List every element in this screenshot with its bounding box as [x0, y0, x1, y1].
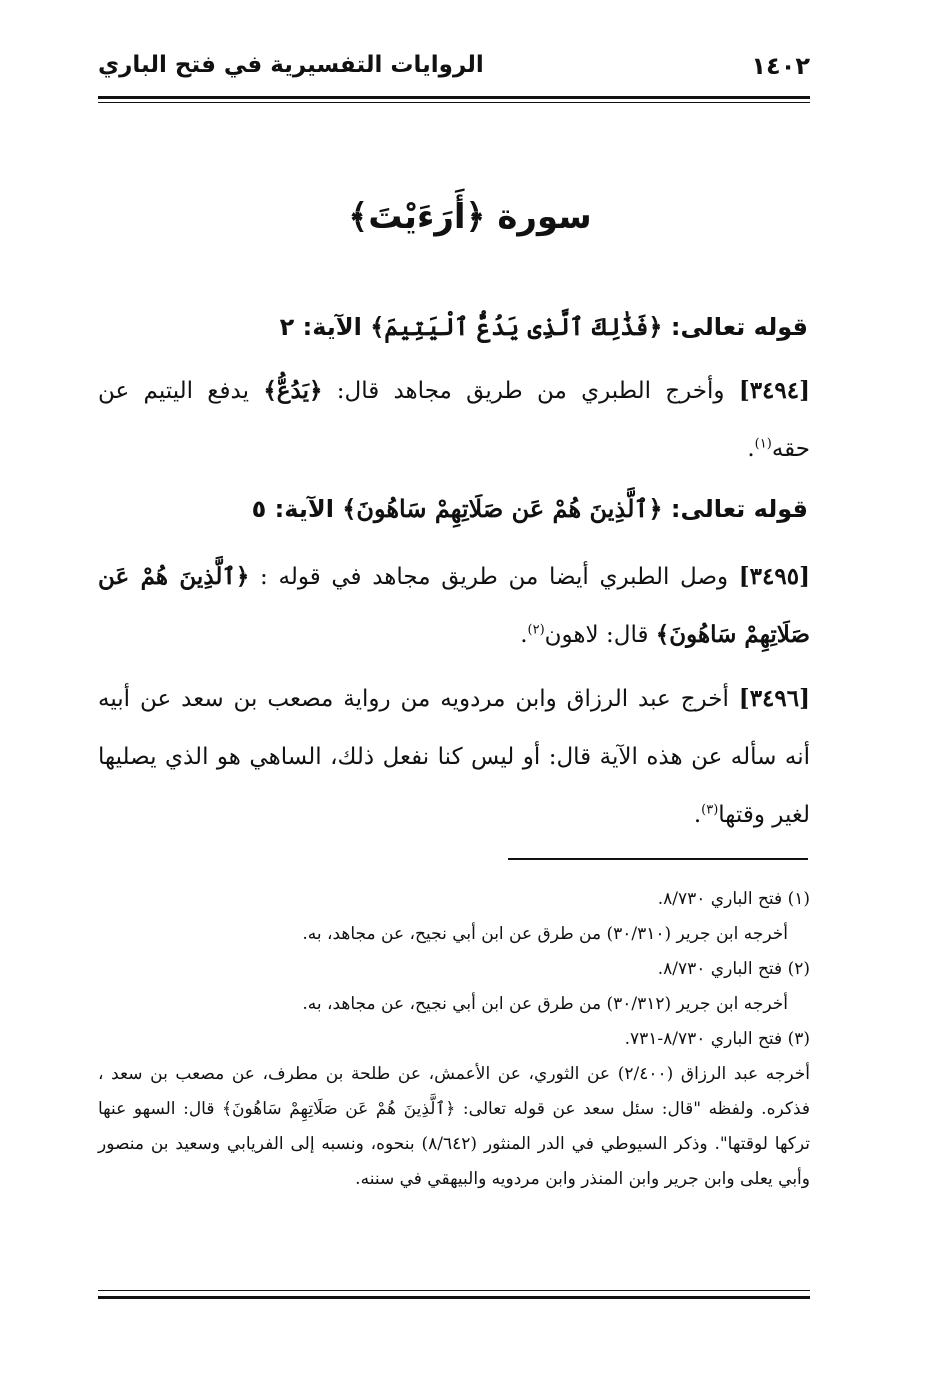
entry-3496: [98, 670, 810, 844]
footer-rule-thick: [98, 1296, 810, 1299]
footnote-mark[interactable]: (٣): [701, 802, 719, 818]
surah-title: سورة ﴿أَرَءَيْتَ﴾: [348, 197, 592, 237]
header-rule-thick: [98, 96, 810, 99]
entry-text: وصل الطبري أيضا من طريق مجاهد في قوله :: [249, 564, 739, 590]
footnote-body-1: أخرجه ابن جرير (٣٠/٣١٠) من طرق عن ابن أبي نجيح، عن مجاهد، به.: [302, 924, 788, 944]
book-title: الروايات التفسيرية في فتح الباري: [98, 52, 484, 78]
footnote-body-2: أخرجه ابن جرير (٣٠/٣١٢) من طرق عن ابن أبي نجيح، عن مجاهد، به.: [302, 994, 788, 1014]
entry-number: [٣٤٩٥]: [738, 563, 810, 590]
footnotes: [98, 882, 810, 1197]
entry-end: .: [693, 802, 702, 828]
heading-prefix: قوله تعالى:: [662, 495, 808, 523]
entry-text: أخرج عبد الرزاق وابن مردويه من رواية مصعب بن سعد عن أبيه أنه سأله عن هذه الآية قال: أو ليس كنا نفعل ذلك، الساهي هو الذي يصليها لغير وقتها: [98, 686, 810, 828]
footnote-ref-3: (٣) فتح الباري ٨/٧٣٠-٧٣١.: [624, 1029, 810, 1049]
footer-rule-thin: [98, 1290, 810, 1291]
entry-3495: [98, 548, 810, 664]
verse-heading-2: [208, 494, 808, 523]
quran-quote: ﴿ٱلَّذِينَ هُمْ عَن صَلَاتِهِمْ سَاهُونَ﴾: [98, 563, 810, 648]
entry-text-after: قال: لاهون: [544, 622, 656, 648]
footnote-body-3: أخرجه عبد الرزاق (٢/٤٠٠) عن الثوري، عن الأعمش، عن طلحة بن مطرف، عن مصعب بن سعد ، فذكره. ولفظه "قال: سئل سعد عن قوله تعالى: ﴿ٱلَّذِينَ هُمْ عَن صَلَاتِهِمْ سَاهُونَ﴾ قال: السهو عنها تركها لوقتها". وذكر السيوطي في الدر المنثور (٨/٦٤٢) بنحوه، ونسبه إلى الفريابي وسعيد بن منصور وأبي يعلى وابن جرير وابن المنذر وابن مردويه والبيهقي في سننه.: [98, 1064, 810, 1189]
heading-suffix: الآية: ٢: [279, 313, 371, 341]
entry-text: وأخرج الطبري من طريق مجاهد قال:: [322, 378, 739, 404]
entry-3494: [98, 362, 810, 478]
heading-prefix: قوله تعالى:: [662, 313, 808, 341]
footnote-ref-1: (١) فتح الباري ٨/٧٣٠.: [657, 889, 810, 909]
page-number: ١٤٠٢: [751, 52, 810, 80]
footnote-separator: [508, 858, 808, 860]
quran-quote: ﴿يَدُعُّ﴾: [263, 377, 323, 404]
heading-verse: ﴿ٱلَّذِينَ هُمْ عَن صَلَاتِهِمْ سَاهُونَ﴾: [342, 494, 663, 523]
verse-heading-1: [208, 312, 808, 341]
footnote-mark[interactable]: (١): [754, 436, 772, 452]
heading-suffix: الآية: ٥: [251, 495, 343, 523]
entry-end: .: [520, 622, 528, 648]
running-header: [98, 52, 810, 92]
entry-number: [٣٤٩٦]: [738, 685, 810, 712]
footnote-mark[interactable]: (٢): [527, 622, 545, 638]
footnote-ref-2: (٢) فتح الباري ٨/٧٣٠.: [657, 959, 810, 979]
header-rule-thin: [98, 102, 810, 103]
heading-verse: ﴿فَذَٰلِكَ ٱلَّذِى يَدُعُّ ٱلْيَتِيمَ﴾: [370, 312, 663, 341]
entry-text-after: يدفع اليتيم عن حقه: [98, 378, 810, 462]
entry-number: [٣٤٩٤]: [738, 377, 811, 404]
entry-end: .: [747, 436, 755, 462]
